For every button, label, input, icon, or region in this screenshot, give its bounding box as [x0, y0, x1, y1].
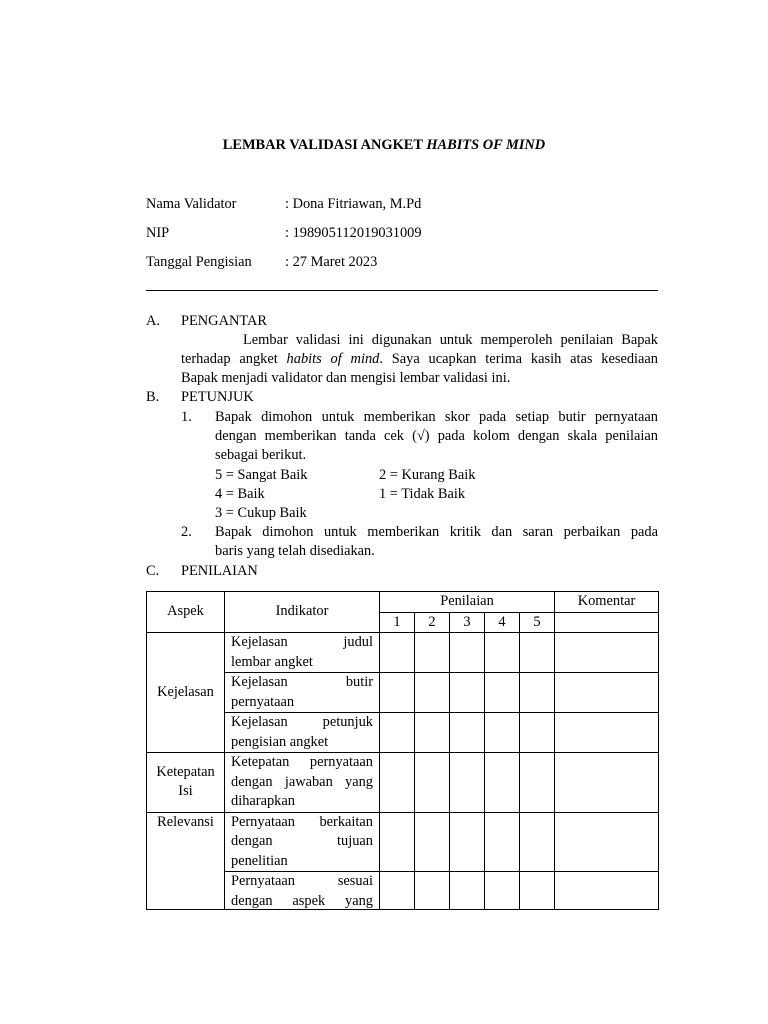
indicator-cell [225, 673, 380, 713]
score-cell-2[interactable] [415, 713, 450, 753]
header-penilaian: Penilaian [380, 592, 555, 613]
indicator-line: Ketepatan pernyataan [231, 754, 373, 770]
score-cell-5[interactable] [520, 812, 555, 872]
score-cell-4[interactable] [485, 673, 520, 713]
section-b-item-1-line-2: dengan memberikan tanda cek (√) pada kolom dengan skala penilaian [215, 428, 658, 444]
indicator-cell [225, 812, 380, 872]
comment-cell[interactable] [555, 812, 659, 872]
aspect-ketepatan-isi [147, 753, 225, 813]
info-value-nama: : Dona Fitriawan, M.Pd [285, 196, 422, 212]
indicator-line: dengan jawaban yang [231, 773, 373, 790]
aspect-ketepatan-line-1: Ketepatan [156, 763, 215, 780]
score-cell-4[interactable] [485, 633, 520, 673]
indicator-line: pernyataan [231, 693, 295, 710]
score-cell-3[interactable] [450, 633, 485, 673]
indicator-line: diharapkan [231, 793, 295, 809]
header-score-3: 3 [450, 612, 485, 633]
indicator-cell [225, 713, 380, 753]
header-score-5: 5 [520, 612, 555, 633]
score-cell-1[interactable] [380, 673, 415, 713]
section-b-item-1-number: 1. [181, 409, 192, 425]
indicator-cell [225, 753, 380, 813]
score-cell-4[interactable] [485, 713, 520, 753]
indicator-line: dengan tujuan [231, 833, 373, 849]
score-cell-5[interactable] [520, 753, 555, 813]
section-c-letter: C. [146, 563, 160, 579]
section-a-heading: PENGANTAR [181, 313, 267, 329]
scale-2: 2 = Kurang Baik [379, 467, 476, 483]
header-score-2: 2 [415, 612, 450, 633]
info-label-tanggal: Tanggal Pengisian [146, 254, 252, 270]
section-a-line-2-italic: habits of mind [286, 351, 380, 367]
score-cell-2[interactable] [415, 812, 450, 872]
info-label-nama: Nama Validator [146, 196, 237, 212]
scale-4: 4 = Baik [215, 486, 265, 502]
section-b-letter: B. [146, 389, 160, 405]
table-row [147, 633, 659, 673]
score-cell-4[interactable] [485, 872, 520, 910]
section-a-line-3: Bapak menjadi validator dan mengisi lembar validasi ini. [181, 370, 511, 386]
info-label-nip: NIP [146, 225, 170, 241]
score-cell-1[interactable] [380, 633, 415, 673]
section-b-item-2-line-2: baris yang telah disediakan. [215, 543, 375, 559]
section-a-line-2 [181, 350, 658, 370]
score-cell-3[interactable] [450, 812, 485, 872]
section-b-item-1-line-1: Bapak dimohon untuk memberikan skor pada setiap butir pernyataan [215, 409, 658, 425]
indicator-line: dengan aspek yang [231, 892, 373, 909]
comment-cell[interactable] [555, 633, 659, 673]
score-cell-1[interactable] [380, 713, 415, 753]
aspect-ketepatan-line-2: Isi [178, 783, 193, 800]
indicator-cell [225, 872, 380, 910]
scale-5: 5 = Sangat Baik [215, 467, 308, 483]
score-cell-3[interactable] [450, 872, 485, 910]
score-cell-2[interactable] [415, 673, 450, 713]
score-cell-2[interactable] [415, 753, 450, 813]
table-row [147, 812, 659, 872]
indicator-line: Pernyataan berkaitan [231, 813, 373, 830]
scale-3: 3 = Cukup Baik [215, 505, 307, 521]
score-cell-5[interactable] [520, 633, 555, 673]
header-aspek: Aspek [147, 592, 225, 633]
score-cell-1[interactable] [380, 753, 415, 813]
score-cell-1[interactable] [380, 812, 415, 872]
header-score-4: 4 [485, 612, 520, 633]
indicator-line: Kejelasan petunjuk [231, 714, 373, 730]
section-b-item-1-line-3: sebagai berikut. [215, 447, 307, 463]
score-cell-3[interactable] [450, 673, 485, 713]
comment-cell[interactable] [555, 872, 659, 910]
section-c-heading: PENILAIAN [181, 563, 258, 579]
table-row [147, 753, 659, 813]
score-cell-3[interactable] [450, 753, 485, 813]
score-cell-5[interactable] [520, 872, 555, 910]
indicator-line: Pernyataan sesuai [231, 873, 373, 889]
header-komentar: Komentar [555, 592, 659, 613]
aspect-relevansi: Relevansi [147, 812, 225, 910]
section-a-line-2-post: . Saya ucapkan terima kasih atas kesediaan [379, 351, 659, 367]
info-value-tanggal: : 27 Maret 2023 [285, 254, 378, 270]
section-a-letter: A. [146, 313, 160, 329]
comment-cell[interactable] [555, 713, 659, 753]
aspect-kejelasan: Kejelasan [147, 633, 225, 753]
title-italic: HABITS OF MIND [426, 137, 546, 153]
comment-cell[interactable] [555, 753, 659, 813]
indicator-line: lembar angket [231, 653, 313, 670]
score-cell-5[interactable] [520, 713, 555, 753]
assessment-table [146, 591, 659, 910]
document-title [0, 137, 768, 154]
score-cell-2[interactable] [415, 633, 450, 673]
indicator-line: pengisian angket [231, 733, 329, 750]
scale-1: 1 = Tidak Baik [379, 486, 466, 502]
section-b-item-2-number: 2. [181, 524, 192, 540]
score-cell-5[interactable] [520, 673, 555, 713]
section-b-heading: PETUNJUK [181, 389, 254, 405]
score-cell-4[interactable] [485, 753, 520, 813]
score-cell-1[interactable] [380, 872, 415, 910]
indicator-line: Kejelasan butir [231, 674, 373, 690]
score-cell-3[interactable] [450, 713, 485, 753]
header-indikator: Indikator [225, 592, 380, 633]
section-a-line-2-pre: terhadap angket [181, 351, 287, 367]
header-score-1: 1 [380, 612, 415, 633]
comment-cell[interactable] [555, 673, 659, 713]
section-b-item-2-line-1: Bapak dimohon untuk memberikan kritik dan saran perbaikan pada [215, 524, 658, 540]
score-cell-2[interactable] [415, 872, 450, 910]
horizontal-divider [146, 290, 658, 291]
info-value-nip: : 198905112019031009 [285, 225, 422, 241]
score-cell-4[interactable] [485, 812, 520, 872]
indicator-line: Kejelasan judul [231, 634, 373, 650]
indicator-line: penelitian [231, 852, 288, 869]
table-header-row [147, 592, 659, 613]
indicator-cell [225, 633, 380, 673]
title-main: LEMBAR VALIDASI ANGKET [222, 137, 427, 153]
section-a-line-1: Lembar validasi ini digunakan untuk memperoleh penilaian Bapak [243, 332, 658, 348]
header-komentar-blank [555, 612, 659, 633]
